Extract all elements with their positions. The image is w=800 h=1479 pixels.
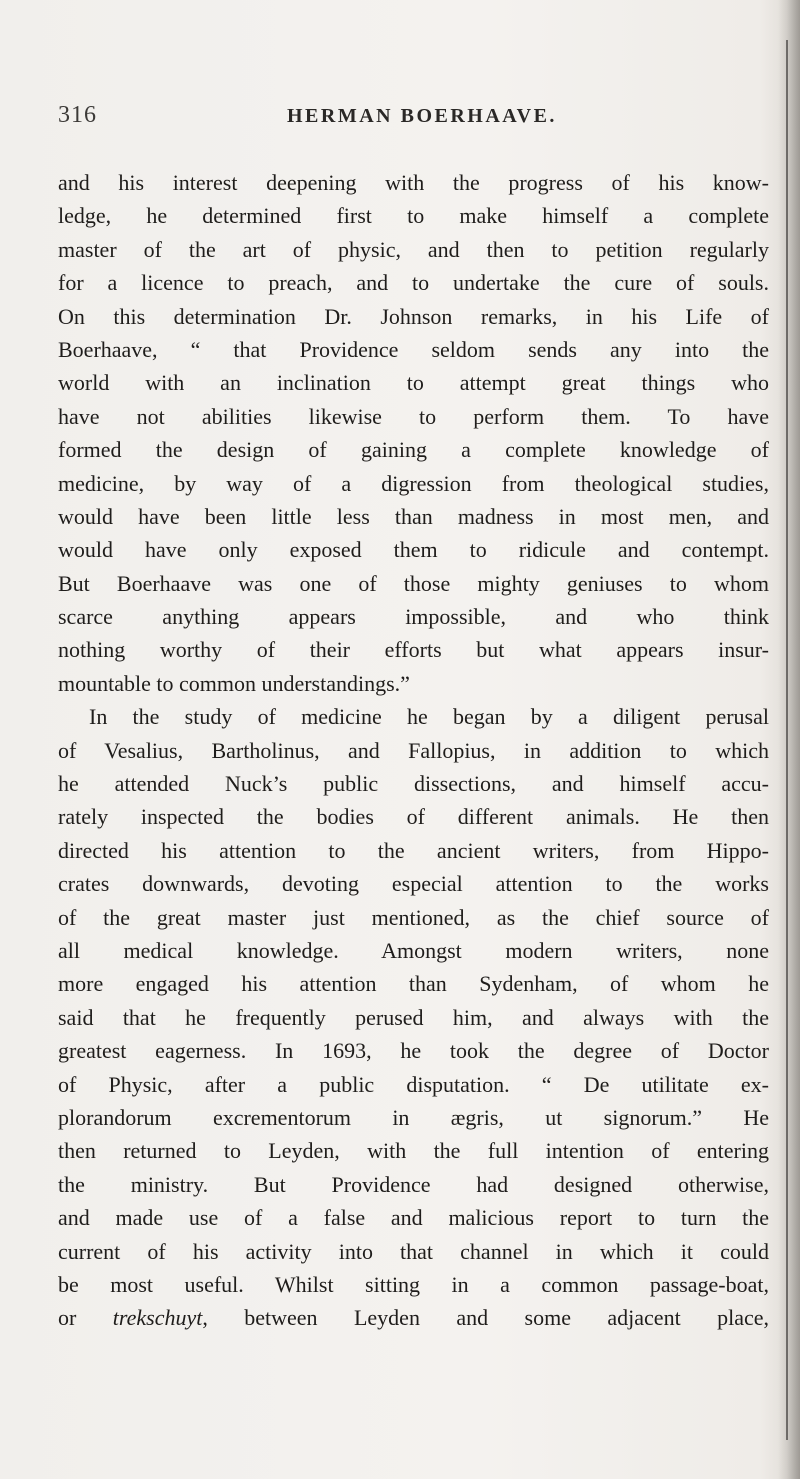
text-line: and made use of a false and malicious report to turn the bbox=[58, 1205, 769, 1231]
page-gutter-line bbox=[786, 40, 788, 1440]
text-line: On this determination Dr. Johnson remarks, in his Life of bbox=[58, 303, 769, 329]
text-segment: or bbox=[58, 1305, 113, 1331]
text-line: would have been little less than madness in most men, and bbox=[58, 503, 769, 529]
page-edge-shadow bbox=[778, 0, 800, 1479]
text-line: plorandorum excrementorum in ægris, ut signorum.” He bbox=[58, 1104, 769, 1130]
text-line: But Boerhaave was one of those mighty geniuses to whom bbox=[58, 570, 769, 596]
text-line: the ministry. But Providence had designed otherwise, bbox=[58, 1171, 769, 1197]
text-line: greatest eagerness. In 1693, he took the degree of Doctor bbox=[58, 1038, 769, 1064]
text-line: ledge, he determined first to make himself a complete bbox=[58, 203, 769, 229]
text-line: nothing worthy of their efforts but what appears insur- bbox=[58, 637, 769, 663]
text-line: said that he frequently perused him, and always with the bbox=[58, 1004, 769, 1030]
text-line: medicine, by way of a digression from theological studies, bbox=[58, 470, 769, 496]
body-text bbox=[58, 166, 769, 1335]
text-line: rately inspected the bodies of different animals. He then bbox=[58, 804, 769, 830]
text-line: directed his attention to the ancient writers, from Hippo- bbox=[58, 837, 769, 863]
text-line: be most useful. Whilst sitting in a common passage-boat, bbox=[58, 1271, 769, 1297]
text-line: for a licence to preach, and to undertake the cure of souls. bbox=[58, 270, 769, 296]
text-line-paragraph-start: In the study of medicine he began by a diligent perusal bbox=[89, 704, 769, 730]
text-line: have not abilities likewise to perform them. To have bbox=[58, 403, 769, 429]
running-head: HERMAN BOERHAAVE. bbox=[287, 105, 557, 127]
text-line: of the great master just mentioned, as the chief source of bbox=[58, 904, 769, 930]
text-line: then returned to Leyden, with the full intention of entering bbox=[58, 1138, 769, 1164]
text-line-final bbox=[58, 1301, 769, 1334]
text-line: master of the art of physic, and then to petition regularly bbox=[58, 236, 769, 262]
text-line: of Vesalius, Bartholinus, and Fallopius, in addition to which bbox=[58, 737, 769, 763]
page-header bbox=[58, 102, 768, 136]
text-line: of Physic, after a public disputation. “ De utilitate ex- bbox=[58, 1071, 769, 1097]
text-line: he attended Nuck’s public dissections, and himself accu- bbox=[58, 771, 769, 797]
italic-term: trekschuyt bbox=[112, 1305, 203, 1331]
text-line: all medical knowledge. Amongst modern writers, none bbox=[58, 937, 769, 963]
text-line: world with an inclination to attempt great things who bbox=[58, 370, 769, 396]
text-segment: , between Leyden and some adjacent place, bbox=[202, 1305, 769, 1331]
text-line: formed the design of gaining a complete knowledge of bbox=[58, 437, 769, 463]
text-line: mountable to common understandings.” bbox=[58, 670, 410, 696]
text-line: current of his activity into that channel in which it could bbox=[58, 1238, 769, 1264]
text-line: Boerhaave, “ that Providence seldom sends any into the bbox=[58, 336, 769, 362]
text-line: crates downwards, devoting especial attention to the works bbox=[58, 871, 769, 897]
text-line: scarce anything appears impossible, and who think bbox=[58, 604, 769, 630]
page-number: 316 bbox=[58, 102, 97, 128]
text-line: more engaged his attention than Sydenham, of whom he bbox=[58, 971, 769, 997]
text-line: and his interest deepening with the progress of his know- bbox=[58, 170, 769, 195]
text-line: would have only exposed them to ridicule and contempt. bbox=[58, 537, 769, 563]
